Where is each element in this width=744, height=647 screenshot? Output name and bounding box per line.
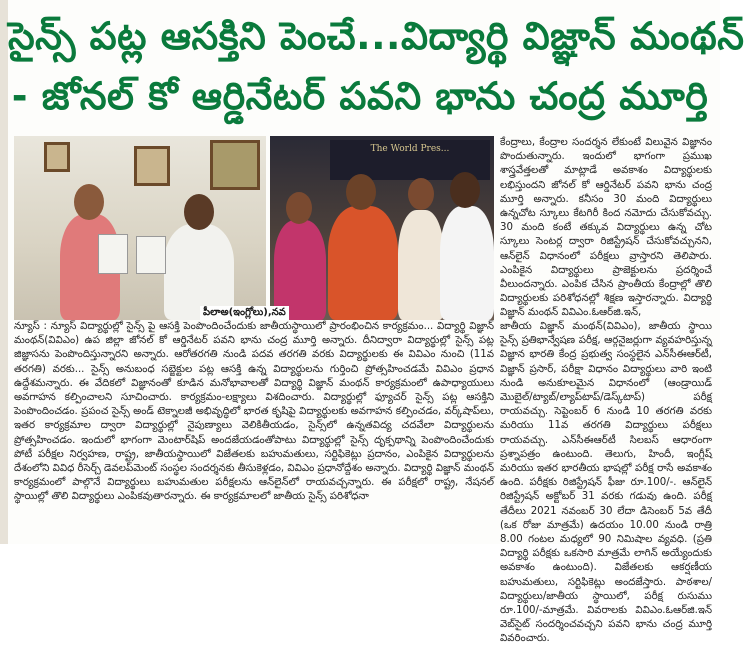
person-left-head: [74, 184, 104, 220]
headline-line-2: - జోనల్ కో ఆర్డినేటర్ పవని భాను చంద్ర మూర్తి: [11, 74, 709, 118]
headline: [8, 6, 744, 134]
article-column-left: [14, 320, 494, 542]
article-paragraph: కేంద్రాలు, కేంద్రాల సందర్శన లేకుంటే విలువైన విజ్ఞానం పొందుతున్నారు. ఇందులో భాగంగా ప్రముఖ శాస్త్రవేత్తలతో మాట్లాడే అవకాశం విద్యార్థులకు లభిస్తుందని జోనల్ కో ఆర్డినేటర్ పవని భాను చంద్ర మూర్తి అన్నారు. కనీసం 30 మంది విద్యార్థులు ఉన్నచోట స్కూలు కేటగిరీ కింద నమోదు చేసుకోవచ్చు. 30 మంది కంటే తక్కువ విద్యార్థులు ఉన్న చోట స్కూలు సెంటర్ల ద్వారా రిజిస్ట్రేషన్ చేసుకోవచ్చునని, ఆన్‌లైన్ విధానంలో పరీక్షలు వ్రాస్తారని తెలిపారు. ఎంపికైన విద్యార్థులు ప్రాజెక్టులను ప్రదర్శించే వీలుందన్నారు. ఎంపిక చేసిన ప్రాంతీయ కేంద్రాల్లో తొలి విద్యార్థులకు పరిశోధనల్లో శిక్షణ ఇస్తారన్నారు. విద్యార్థి విజ్ఞాన్ మంథన్ వివిఎం.ఓఆర్‌జి.ఇన్,: [500, 137, 712, 319]
person-woman-right: [398, 210, 444, 320]
photo-strip: [14, 136, 494, 320]
photo-caption: పీలాఅ(ఇంగ్లోలు),నవ: [200, 306, 289, 320]
page-edge: [0, 0, 8, 544]
person-woman-left-head: [286, 192, 312, 224]
wall-portrait: [134, 146, 170, 186]
photo-felicitation: [270, 136, 494, 320]
wall-portrait: [44, 142, 70, 172]
wall-portrait: [210, 140, 260, 190]
person-man-right-head: [450, 172, 480, 208]
article-column-right-bottom: [500, 320, 712, 645]
person-man-right: [440, 206, 494, 320]
person-woman-left: [274, 220, 326, 320]
certificate: [98, 234, 128, 274]
article-paragraph: జాతీయ విజ్ఞాన్ మంథన్(వివిఎం), జాతీయ స్థాయి సైన్స్ ప్రతిభాన్వేషణ పరీక్ష, ఆర్గనైజర్లుగా వ్యవహరిస్తున్న విజ్ఞాన భారతి కేంద్ర ప్రభుత్వ సంస్థలైన ఎన్‌సీఈఆర్‌టీ, విజ్ఞాన్ ప్రసార్, పరీక్షా విధానం విద్యార్థులు వారి ఇంటి నుండి అనుకూలమైన విధానంలో (ఆండ్రాయిడ్ మొబైల్/ట్యాబ్/ల్యాప్‌టాప్/డెస్క్‌టాప్) పరీక్ష రాయవచ్చు. సెప్టెంబర్ 6 నుండి 10 తరగతి వరకు మరియు 11వ తరగతి విద్యార్థులు పరీక్షలు రాయవచ్చు. ఎన్‌సీఈఆర్‌టీ సిలబస్ ఆధారంగా ప్రశ్నాపత్రం ఉంటుంది. తెలుగు, హిందీ, ఇంగ్లీష్ మరియు ఇతర భారతీయ భాషల్లో పరీక్ష రాసే అవకాశం ఉంది. పరీక్షకు రిజిస్ట్రేషన్ ఫీజు రూ.100/-. ఆన్‌లైన్ రిజిస్ట్రేషన్ అక్టోబర్ 31 వరకు గడువు ఉంది. పరీక్ష తేదీలు 2021 నవంబర్ 30 లేదా డిసెంబర్ 5వ తేదీ (ఒక రోజు మాత్రమే) ఉదయం 10.00 నుండి రాత్రి 8.00 గంటల మధ్యలో 90 నిమిషాల వ్యవధి. (ప్రతి విద్యార్థి పరీక్షకు ఒకసారి మాత్రమే లాగిన్ అయ్యేందుకు అవకాశం ఉంటుంది). విజేతలకు ఆకర్షణీయ బహుమతులు, సర్టిఫికెట్లు అందజేస్తారు. పాఠశాల/విద్యార్థులు/జాతీయ స్థాయిలో, పరీక్ష రుసుము రూ.100/-మాత్రమే. వివరాలకు వివిఎం.ఓఆర్‌జి.ఇన్ వెబ్‌సైట్ సందర్శించవచ్చని పవని భాను చంద్ర మూర్తి వివరించారు.: [500, 321, 712, 645]
article-column-right-top: [500, 136, 712, 320]
backdrop-banner: The World Pres...: [330, 140, 490, 180]
certificate: [136, 236, 166, 274]
photo-certificate-handover: [14, 136, 266, 320]
person-woman-right-head: [408, 178, 434, 210]
headline-line-1: సైన్స్ పట్ల ఆసక్తిని పెంచే...విద్యార్థి విజ్ఞాన్ మంథన్: [8, 14, 744, 58]
article-paragraph: న్యూస్ : న్యూస్ విద్యార్థుల్లో సైన్స్ పై ఆసక్తి పెంపొందించేందుకు జాతీయస్థాయిలో ప్రారంభించిన కార్యక్రమం... విద్యార్థి విజ్ఞాన్ మంథన్(వివిఎం) ఉప జిల్లా జోనల్ కో ఆర్డినేటర్ పవని భాను చంద్ర మూర్తి అన్నారు. దీనిద్వారా విద్యార్థుల్లో సైన్స్ పట్ల జిజ్ఞాసను పెంపొందిస్తున్నారని అన్నారు. ఆరోతరగతి నుండి పదవ తరగతి వరకు విద్యార్థులకు ఈ వివిఎం నుంచి (11వ తరగతి) వరకు... సైన్స్ అనుబంధ సబ్జెక్టుల పట్ల ఆసక్తి ఉన్న విద్యార్థులను గుర్తించి ప్రోత్సహించడమే వివిఎం ప్రధాన ఉద్దేశమన్నారు. ఈ వేదికలో విజ్ఞానంతో కూడిన మనోభావాలతో విద్యార్థి విజ్ఞాన్ మంథన్ కార్యక్రమంలో ఉపాధ్యాయులు అవగాహన కల్పించాలని సూచించారు. కార్యక్రమం-లక్ష్యాలు విశదించారు. విద్యార్థుల్లో ఫ్యూచర్ సైన్స్ పట్ల ఆసక్తిని పెంపొందించడం. ప్రపంచ సైన్స్ అండ్ టెక్నాలజీ అభివృద్ధిలో భారత కృషిపై విద్యార్థులకు అవగాహన కల్పించడం, వర్క్‌షాప్‌లు, ఇతర కార్యక్రమాల ద్వారా విద్యార్థుల్లో నైపుణ్యాలు వెలికితీయడం, సైన్స్‌లో ఉన్నతవిద్య చదవేలా విద్యార్థులను ప్రోత్సహించడం. ఇందులో భాగంగా మెంటార్‌షిప్ అందజేయడంతోపాటు విద్యార్థుల్లో సైన్స్ దృక్పథాన్ని పెంపొందించేందుకు పోటీ పరీక్షల నిర్వహణ, రాష్ట్ర, జాతీయస్థాయిలో విజేతలకు బహుమతులు, సర్టిఫికెట్లు ప్రదానం, ఎంపికైన విద్యార్థులను దేశంలోని వివిధ రీసెర్చ్ డెవలప్‌మెంట్ సంస్థల సందర్శనకు తీసుకెళ్లడం, వివిఎం ప్రధానోద్దేశం అన్నారు. విద్యార్థి విజ్ఞాన్ మంథన్ కార్యక్రమంలో పాల్గొనే విద్యార్థులు బహుమతుల పరీక్షలను ఆన్‌లైన్‌లో రాయవచ్చన్నారు. ఈ పరీక్షలో రాష్ట్ర, నేషనల్ స్థాయిల్లో తొలి విద్యార్థులు ఎంపికవుతారన్నారు. ఈ కార్యక్రమాలలో జాతీయ సైన్స్ పరిశోధనా: [14, 321, 494, 503]
person-honoree: [328, 206, 398, 320]
person-honoree-head: [346, 174, 376, 210]
person-right-head: [184, 194, 214, 230]
